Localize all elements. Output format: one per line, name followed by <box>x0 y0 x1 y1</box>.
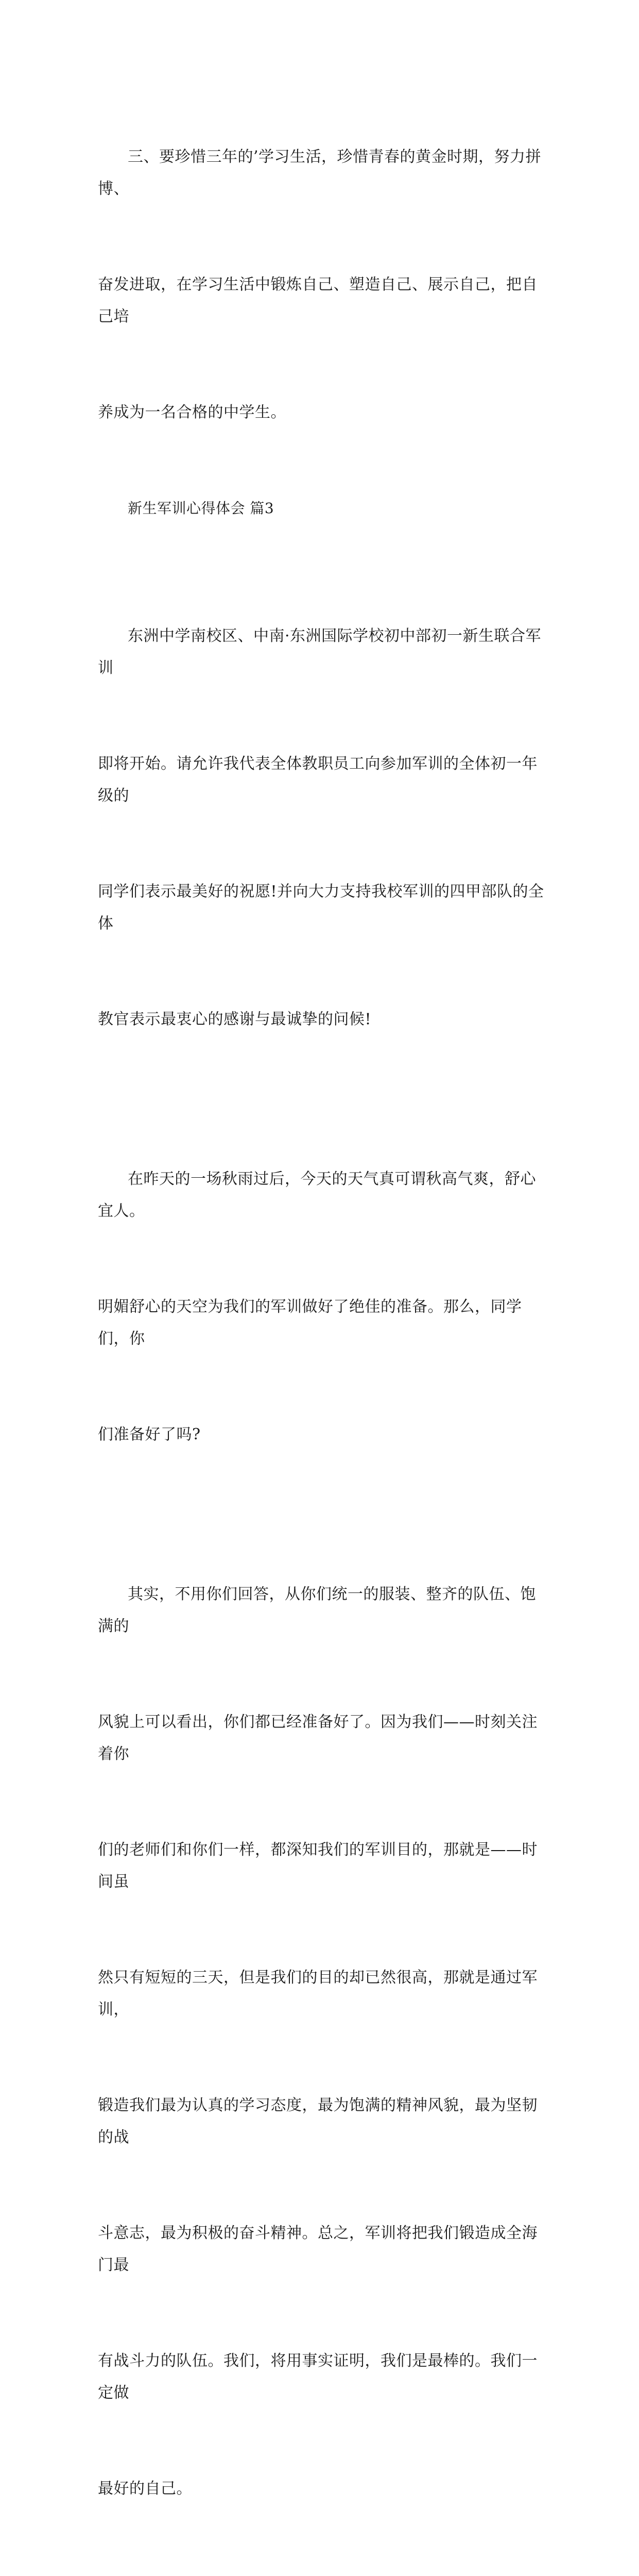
text-line: 东洲中学南校区、中南·东洲国际学校初中部初一新生联合军训 <box>98 627 542 677</box>
text-line: 教官表示最衷心的感谢与最诚挚的问候! <box>98 1010 372 1028</box>
text-line: 有战斗力的队伍。我们，将用事实证明，我们是最棒的。我们一定做 <box>98 2352 538 2402</box>
text-line: 养成为一名合格的中学生。 <box>98 403 286 421</box>
text-line: 斗意志，最为积极的奋斗精神。总之，军训将把我们锻造成全海门最 <box>98 2224 538 2274</box>
text-line: 明媚舒心的天空为我们的军训做好了绝佳的准备。那么，同学们，你 <box>98 1298 522 1348</box>
spacer <box>98 524 546 556</box>
text-line: 最好的自己。 <box>98 2480 192 2498</box>
document-body <box>98 77 546 2576</box>
text-line: 即将开始。请允许我代表全体教职员工向参加军训的全体初一年级的 <box>98 755 538 805</box>
text-line: 们的老师们和你们一样，都深知我们的军训目的，那就是——时间虽 <box>98 1841 538 1891</box>
text-line: 风貌上可以看出，你们都已经准备好了。因为我们——时刻关注着你 <box>98 1713 538 1763</box>
paragraph-weather <box>98 1099 546 1515</box>
text-line: 在昨天的一场秋雨过后，今天的天气真可谓秋高气爽，舒心宜人。 <box>98 1170 536 1220</box>
paragraph-cherish-study <box>98 77 546 493</box>
text-line: 奋发进取，在学习生活中锻炼自己、塑造自己、展示自己，把自己培 <box>98 276 538 326</box>
text-line: 然只有短短的三天，但是我们的目的却已然很高，那就是通过军训， <box>98 1969 538 2019</box>
paragraph-closing <box>98 2569 546 2576</box>
text-line: 同学们表示最美好的祝愿!并向大力支持我校军训的四甲部队的全体 <box>98 883 544 933</box>
paragraph-opening <box>98 556 546 1099</box>
text-line: 们准备好了吗? <box>98 1426 201 1444</box>
section-heading: 新生军训心得体会 篇3 <box>128 500 274 517</box>
text-line: 锻造我们最为认真的学习态度，最为饱满的精神风貌，最为坚韧的战 <box>98 2096 538 2146</box>
text-line: 三、要珍惜三年的’学习生活，珍惜青春的黄金时期，努力拼博、 <box>98 148 542 198</box>
text-line: 其实，不用你们回答，从你们统一的服装、整齐的队伍、饱满的 <box>98 1585 536 1635</box>
paragraph-purpose <box>98 1515 546 2569</box>
